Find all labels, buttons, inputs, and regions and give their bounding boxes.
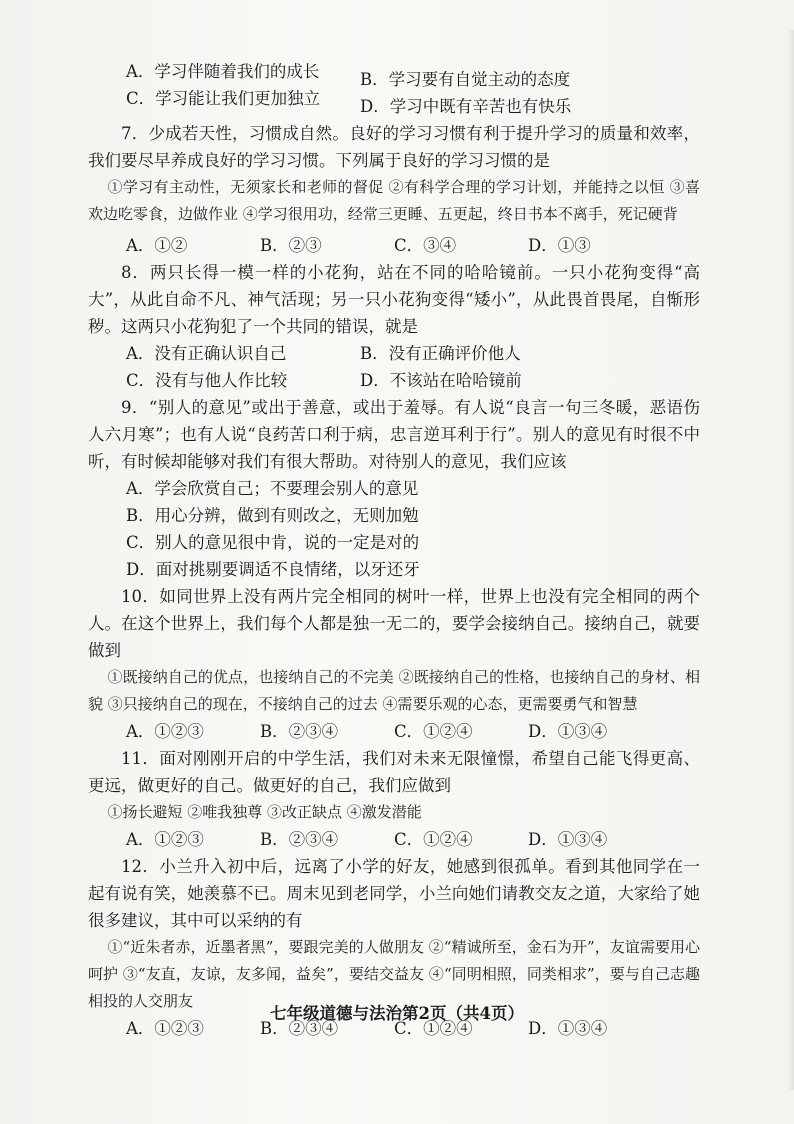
q11-option-b: B．②③④ — [260, 830, 339, 849]
q10-option-d: D．①③④ — [528, 722, 608, 741]
q9-option-c: C．别人的意见很中肯，说的一定是对的 — [126, 533, 420, 552]
q6-option-b: B．学习要有自觉主动的态度 — [360, 70, 571, 89]
q7-option-d: D．①③ — [528, 236, 591, 255]
q11-option-d: D．①③④ — [528, 830, 608, 849]
q11-statements: ①扬长避短 ②唯我独尊 ③改正缺点 ④激发潜能 — [107, 803, 422, 821]
q11-options — [88, 826, 700, 853]
q10-option-c: C．①②④ — [394, 722, 473, 741]
q11-option-c: C．①②④ — [394, 830, 473, 849]
q7-option-c: C．③④ — [394, 236, 457, 255]
q7-options — [88, 232, 700, 259]
q11-option-a: A．①②③ — [126, 830, 204, 849]
q7-statements: ①学习有主动性，无须家长和老师的督促 ②有科学合理的学习计划，并能持之以恒 ③喜欢边吃零食，边做作业 ④学习很用功，经常三更睡、五更起，终日书本不离手，死记硬背 — [88, 178, 700, 223]
q10-statements: ①既接纳自己的优点，也接纳自己的不完美 ②既接纳自己的性格，也接纳自己的身材、相貌 ③只接纳自己的现在，不接纳自己的过去 ④需要乐观的心态，更需要勇气和智慧 — [88, 668, 700, 713]
q6-options-row-2 — [88, 85, 700, 120]
q9-option-b: B．用心分辨，做到有则改之，无则加勉 — [126, 506, 419, 525]
q7-stem: 7．少成若天性，习惯成自然。良好的学习习惯有利于提升学习的质量和效率，我们要尽早养成良好的学习习惯。下列属于良好的学习习惯的是 — [88, 124, 700, 170]
page-content — [88, 58, 700, 1042]
q9-stem: 9．“别人的意见”或出于善意，或出于羞辱。有人说“良言一句三冬暖，恶语伤人六月寒”；也有人说“良药苦口利于病，忠言逆耳利于行”。别人的意见有时很不中听，有时候却能够对我们有很大帮助。对待别人的意见，我们应该 — [88, 398, 700, 471]
q8-stem: 8．两只长得一模一样的小花狗，站在不同的哈哈镜前。一只小花狗变得“高大”，从此自命不凡、神气活现；另一只小花狗变得“矮小”，从此畏首畏尾，自惭形秽。这两只小花狗犯了一个共同的错误，就是 — [88, 263, 700, 336]
page-footer: 七年级道德与法治第2页（共4页） — [270, 1004, 524, 1023]
q10-stem: 10．如同世界上没有两片完全相同的树叶一样，世界上也没有完全相同的两个人。在这个世界上，我们每个人都是独一无二的，要学会接纳自己。接纳自己，就要做到 — [88, 587, 700, 660]
q7-option-a: A．①② — [126, 236, 188, 255]
q7-option-b: B．②③ — [260, 236, 322, 255]
q10-option-a: A．①②③ — [126, 722, 204, 741]
q10-options — [88, 718, 700, 745]
q8-options-row-1 — [88, 340, 700, 367]
q12-option-c: C．①②④ — [394, 1019, 473, 1038]
q8-option-b: B．没有正确评价他人 — [360, 344, 521, 363]
q11-stem: 11．面对刚刚开启的中学生活，我们对未来无限憧憬，希望自己能飞得更高、更远，做更好的自己。做更好的自己，我们应做到 — [88, 749, 700, 795]
q8-option-c: C．没有与他人作比较 — [126, 371, 288, 390]
q10-option-b: B．②③④ — [260, 722, 339, 741]
page-edge-shadow — [788, 30, 794, 1090]
q9-option-d: D．面对挑剔要调适不良情绪，以牙还牙 — [126, 560, 420, 579]
q6-option-d: D．学习中既有辛苦也有快乐 — [360, 97, 572, 116]
q8-option-a: A．没有正确认识自己 — [126, 344, 287, 363]
q12-statements: ①“近朱者赤，近墨者黑”，要跟完美的人做朋友 ②“精诚所至，金石为开”，友谊需要用心呵护 ③“友直，友谅，友多闻，益矣”，要结交益友 ④“同明相照，同类相求”，要与自己志趣相投的人交朋友 — [88, 938, 700, 1010]
q6-option-c: C．学习能让我们更加独立 — [126, 89, 321, 108]
q12-option-b: B．②③④ — [260, 1019, 339, 1038]
q8-option-d: D．不该站在哈哈镜前 — [360, 371, 522, 390]
q9-option-a: A．学会欣赏自己；不要理会别人的意见 — [126, 479, 419, 498]
q12-option-a: A．①②③ — [126, 1019, 204, 1038]
q12-stem: 12．小兰升入初中后，远离了小学的好友，她感到很孤单。看到其他同学在一起有说有笑，她羡慕不已。周末见到老同学，小兰向她们请教交友之道，大家给了她很多建议，其中可以采纳的有 — [88, 857, 700, 930]
q12-option-d: D．①③④ — [528, 1019, 608, 1038]
q8-options-row-2 — [88, 367, 700, 394]
q6-option-a: A．学习伴随着我们的成长 — [126, 62, 320, 81]
